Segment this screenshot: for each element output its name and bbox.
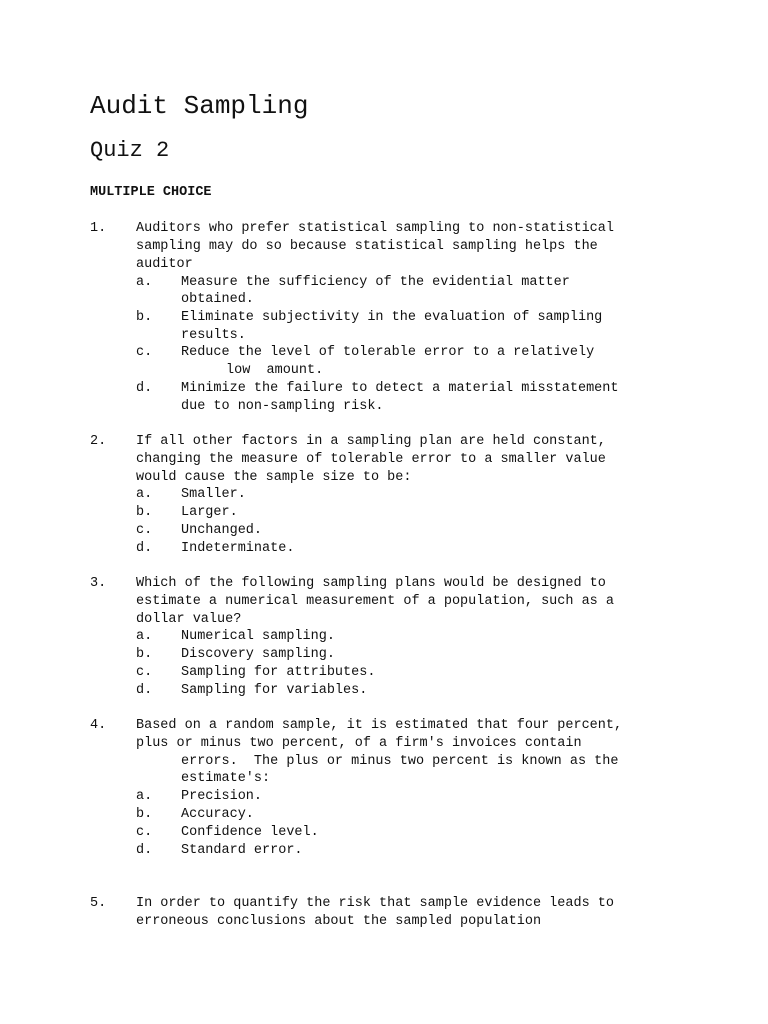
option-text: Confidence level. [181,825,319,840]
question-stem-line: estimate's: [181,771,271,786]
question-stem-line: estimate a numerical measurement of a population, such as a [136,594,614,609]
question-number: 1. [90,221,107,236]
option-letter: b. [136,647,153,662]
option-text: Precision. [181,789,263,804]
option-letter: c. [136,665,153,680]
option-letter: b. [136,505,153,520]
option-letter: d. [136,843,153,858]
option-text: Indeterminate. [181,541,295,556]
option-text: Discovery sampling. [181,647,335,662]
option-text: Sampling for variables. [181,683,368,698]
question-stem-line: erroneous conclusions about the sampled population [136,914,542,929]
question-number: 5. [90,896,107,911]
question-stem-line: If all other factors in a sampling plan are held constant, [136,434,606,449]
question-stem-line: changing the measure of tolerable error to a smaller value [136,452,606,467]
section-heading: MULTIPLE CHOICE [90,185,212,200]
option-letter: c. [136,345,153,360]
option-text: obtained. [181,292,254,307]
question-number: 4. [90,718,107,733]
option-text: Standard error. [181,843,303,858]
option-letter: c. [136,825,153,840]
option-text: Eliminate subjectivity in the evaluation of sampling [181,310,603,325]
option-letter: b. [136,807,153,822]
option-text: due to non-sampling risk. [181,399,384,414]
option-letter: d. [136,683,153,698]
question-stem-line: Based on a random sample, it is estimated that four percent, [136,718,623,733]
option-letter: a. [136,789,153,804]
question-stem-line: plus or minus two percent, of a firm's invoices contain [136,736,582,751]
question-stem-line: In order to quantify the risk that sample evidence leads to [136,896,614,911]
option-text: Accuracy. [181,807,254,822]
question-number: 2. [90,434,107,449]
question-stem-line: sampling may do so because statistical sampling helps the [136,239,598,254]
option-text: Measure the sufficiency of the evidential matter [181,275,570,290]
option-letter: c. [136,523,153,538]
question-stem-line: Which of the following sampling plans would be designed to [136,576,606,591]
question-stem-line: would cause the sample size to be: [136,470,412,485]
option-text: Numerical sampling. [181,629,335,644]
option-letter: d. [136,381,153,396]
question-stem-line: errors. The plus or minus two percent is known as the [181,754,619,769]
question-stem-line: Auditors who prefer statistical sampling to non-statistical [136,221,614,236]
option-letter: b. [136,310,153,325]
question-stem-line: dollar value? [136,612,242,627]
quiz-subtitle: Quiz 2 [90,138,170,163]
option-text: Sampling for attributes. [181,665,376,680]
question-number: 3. [90,576,107,591]
option-text: Reduce the level of tolerable error to a relatively [181,345,595,360]
option-letter: a. [136,629,153,644]
document-title: Audit Sampling [90,91,309,121]
option-text: low amount. [226,363,324,378]
option-text: results. [181,328,246,343]
option-letter: d. [136,541,153,556]
question-stem-line: auditor [136,257,193,272]
option-text: Unchanged. [181,523,263,538]
option-text: Smaller. [181,487,246,502]
option-text: Larger. [181,505,238,520]
option-letter: a. [136,487,153,502]
option-letter: a. [136,275,153,290]
option-text: Minimize the failure to detect a material misstatement [181,381,619,396]
